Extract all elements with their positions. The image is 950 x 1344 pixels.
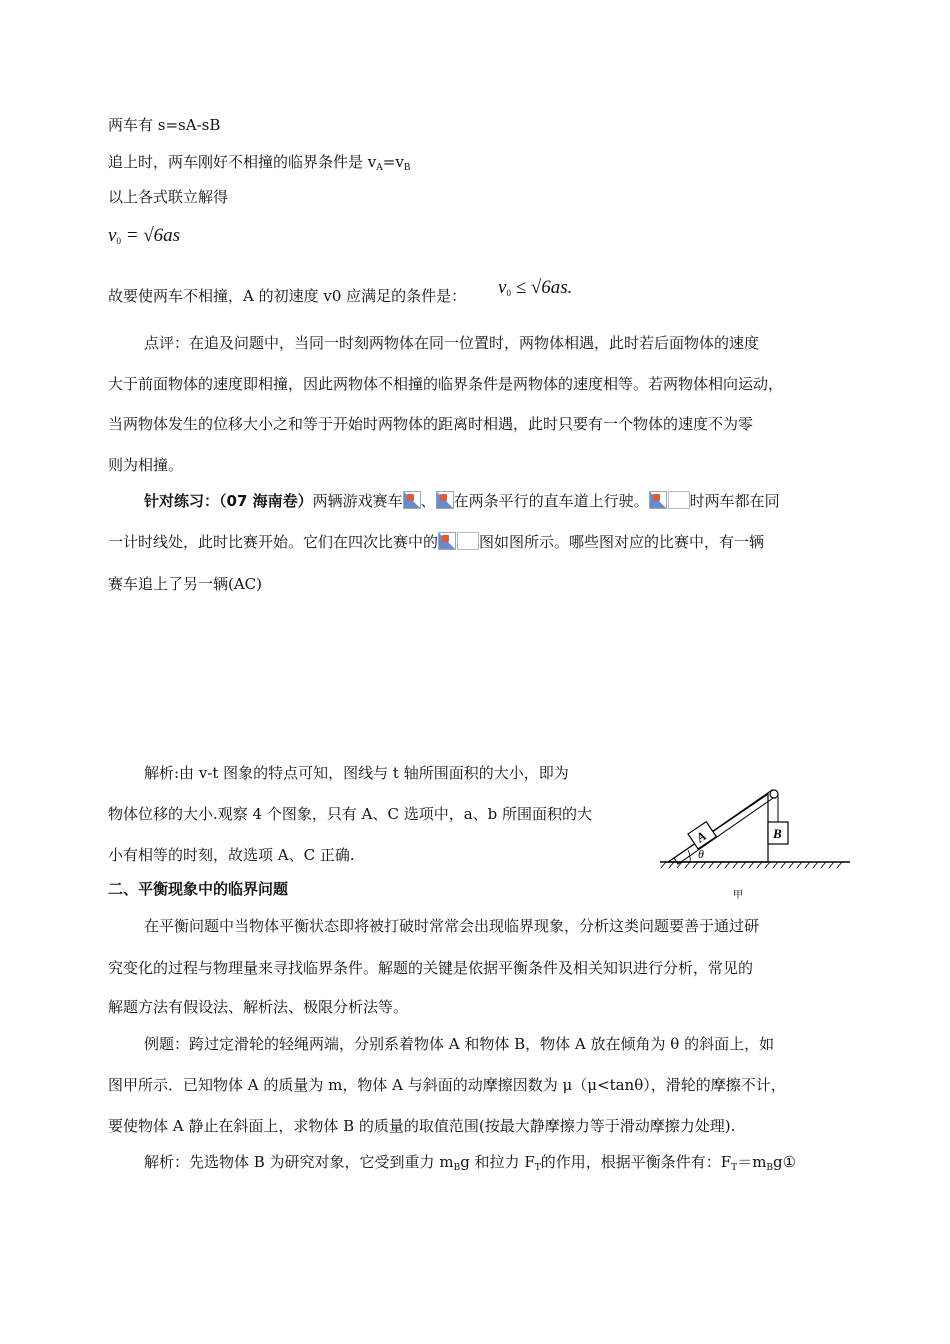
figure-caption: 甲 [733, 890, 743, 901]
formula-condition [498, 277, 572, 299]
subscript: T [534, 1163, 541, 1173]
text-line [144, 1152, 796, 1178]
text-line: 则为相撞。 [108, 456, 184, 474]
formula-rest: = √6as [120, 225, 181, 246]
text-line: 物体位移的大小.观察 4 个图象，只有 A、C 选项中，a、b 所围面积的大 [108, 805, 593, 823]
ground-hatch [661, 862, 842, 868]
exercise-heading: 针对练习：（07 海南卷） [144, 492, 313, 510]
text-span: 时两车都在同 [689, 492, 780, 510]
text-line: 以上各式联立解得 [108, 188, 229, 206]
pulley [770, 790, 778, 798]
subscript: B [766, 1163, 774, 1173]
formula-var: v [108, 225, 117, 246]
section-heading: 二、平衡现象中的临界问题 [108, 880, 289, 898]
text-span: 追上时，两车刚好不相撞的临界条件是 v [108, 153, 377, 171]
incline-pulley-figure [660, 782, 850, 902]
formula-v0 [108, 225, 180, 247]
text-line: 大于前面物体的速度即相撞，因此两物体不相撞的临界条件是两物体的速度相等。若两物体相向运动， [108, 375, 784, 393]
text-span: g 和拉力 F [460, 1153, 535, 1171]
text-span: 的作用，根据平衡条件有：F [540, 1153, 732, 1171]
block-b-label: B [773, 826, 782, 841]
broken-image-icon [438, 532, 456, 550]
text-line: 解析:由 v-t 图象的特点可知，图线与 t 轴所围面积的大小，即为 [144, 764, 569, 782]
text-span: 一计时线处，此时比赛开始。它们在四次比赛中的 [108, 533, 439, 551]
theta-label: θ [698, 847, 704, 861]
image-placeholder-box [668, 491, 690, 509]
text-span: 解析：先选物体 B 为研究对象，它受到重力 m [144, 1153, 454, 1171]
text-span: =v [382, 153, 404, 171]
text-line: 解题方法有假设法、解析法、极限分析法等。 [108, 998, 409, 1016]
text-span: 图如图所示。哪些图对应的比赛中，有一辆 [479, 533, 765, 551]
text-line: 小有相等的时刻，故选项 A、C 正确. [108, 846, 355, 864]
block-a-label: A [693, 828, 709, 846]
broken-image-icon [649, 491, 667, 509]
text-line: 在平衡问题中当物体平衡状态即将被打破时常常会出现临界现象，分析这类问题要善于通过研 [144, 917, 760, 935]
text-span: 两辆游戏赛车 [312, 492, 403, 510]
formula-rest: ≤ √6as. [510, 277, 573, 298]
broken-image-icon [436, 491, 454, 509]
text-line [108, 152, 410, 178]
text-line: 两车有 s=sA-sB [108, 116, 221, 134]
text-span: g① [773, 1153, 797, 1171]
text-span: 在两条平行的直车道上行驶。 [453, 492, 649, 510]
text-line: 当两物体发生的位移大小之和等于开始时两物体的距离时相遇，此时只要有一个物体的速度不为零 [108, 415, 754, 433]
subscript: B [403, 163, 411, 173]
subscript: B [453, 1163, 461, 1173]
text-span: ＝m [737, 1153, 767, 1171]
text-line: 点评：在追及问题中，当同一时刻两物体在同一位置时，两物体相遇，此时若后面物体的速度 [144, 334, 760, 352]
text-line: 图甲所示．已知物体 A 的质量为 m，物体 A 与斜面的动摩擦因数为 μ（μ<tanθ），滑轮的摩擦不计， [108, 1076, 786, 1094]
formula-sub: 0 [506, 288, 511, 298]
broken-image-icon [403, 491, 421, 509]
formula-var: v [498, 277, 507, 298]
text-line [144, 491, 780, 511]
image-placeholder-box [457, 532, 479, 550]
text-span: 、 [420, 492, 436, 510]
text-line: 例题：跨过定滑轮的轻绳两端，分别系着物体 A 和物体 B，物体 A 放在倾角为 θ 的斜面上，如 [144, 1035, 775, 1053]
text-line: 故要使两车不相撞，A 的初速度 v0 应满足的条件是： [108, 287, 467, 305]
text-line: 赛车追上了另一辆(AC) [108, 575, 263, 593]
text-line [108, 532, 764, 552]
formula-sub: 0 [116, 236, 121, 246]
subscript: A [376, 163, 383, 173]
text-line: 究变化的过程与物理量来寻找临界条件。解题的关键是依据平衡条件及相关知识进行分析，常见的 [108, 959, 754, 977]
text-line: 要使物体 A 静止在斜面上，求物体 B 的质量的取值范围(按最大静摩擦力等于滑动摩擦力处理). [108, 1117, 736, 1135]
subscript: T [731, 1163, 738, 1173]
